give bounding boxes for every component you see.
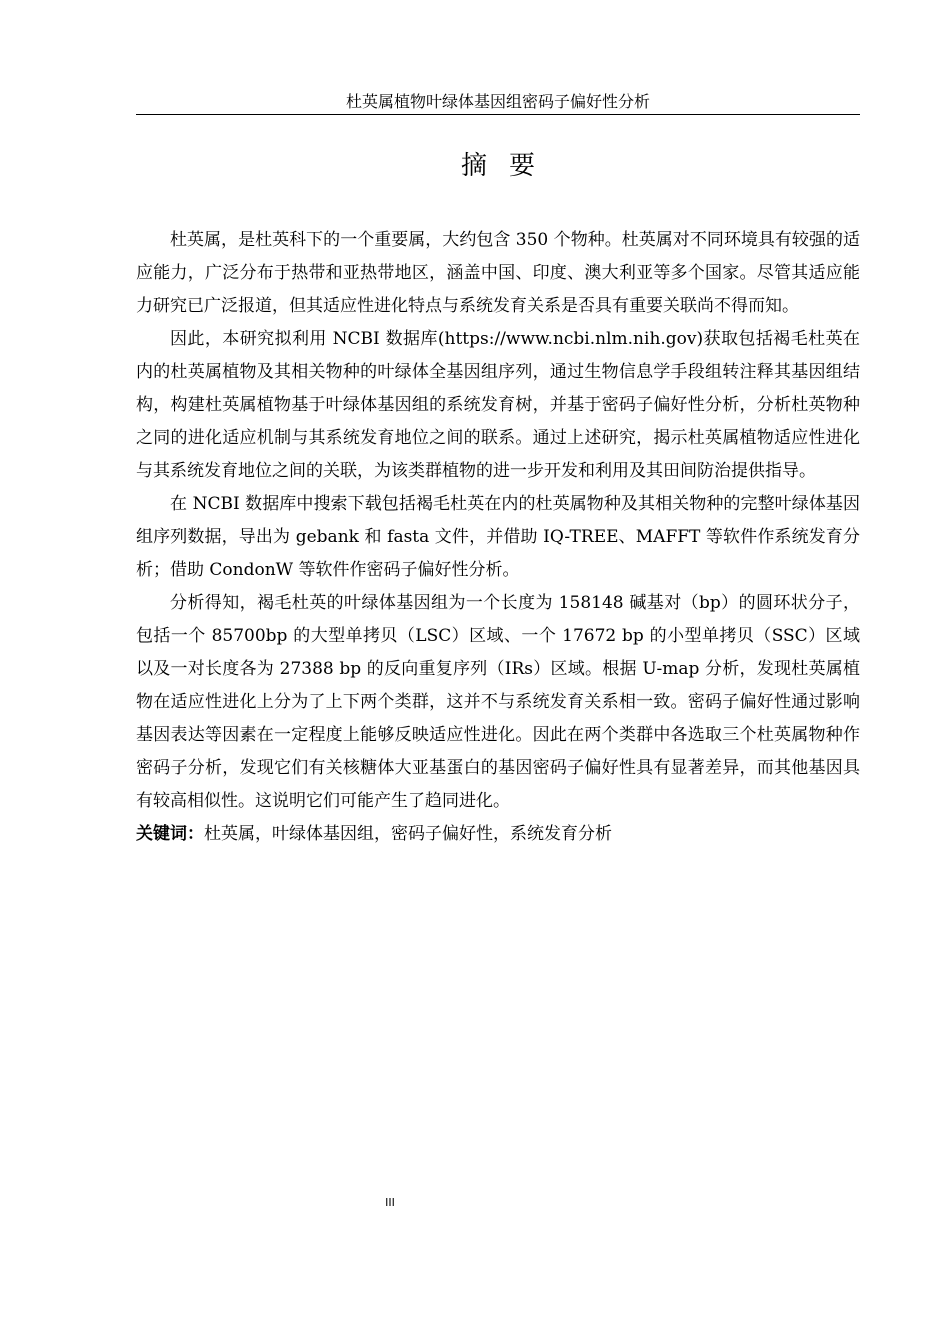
paragraph-aim: 因此，本研究拟利用 NCBI 数据库(https://www.ncbi.nlm.nih.gov)获取包括褐毛杜英在内的杜英属植物及其相关物种的叶绿体全基因组序列，通过生物信息学手段组转注释其基因组结构，构建杜英属植物基于叶绿体基因组的系统发育树，并基于密码子偏好性分析，分析杜英物种之同的进化适应机制与其系统发育地位之间的联系。通过上述研究，揭示杜英属植物适应性进化与其系统发育地位之间的关联，为该类群植物的进一步开发和利用及其田间防治提供指导。 (136, 329, 860, 481)
running-header: 杜英属植物叶绿体基因组密码子偏好性分析 (345, 92, 650, 111)
page-title: 摘要 (460, 151, 557, 181)
abstract-body (136, 224, 860, 851)
keywords-line (136, 818, 860, 851)
page-number: III (385, 1196, 395, 1209)
header-rule (136, 114, 860, 115)
paragraph-results: 分析得知，褐毛杜英的叶绿体基因组为一个长度为 158148 碱基对（bp）的圆环状分子，包括一个 85700bp 的大型单拷贝（LSC）区域、一个 17672 bp 的小型单拷贝（SSC）区域以及一对长度各为 27388 bp 的反向重复序列（IRs）区域。根据 U-map 分析，发现杜英属植物在适应性进化上分为了上下两个类群，这并不与系统发育关系相一致。密码子偏好性通过影响基因表达等因素在一定程度上能够反映适应性进化。因此在两个类群中各选取三个杜英属物种作密码子分析，发现它们有关核糖体大亚基蛋白的基因密码子偏好性具有显著差异，而其他基因具有较高相似性。这说明它们可能产生了趋同进化。 (136, 593, 860, 811)
paragraph-methods: 在 NCBI 数据库中搜索下载包括褐毛杜英在内的杜英属物种及其相关物种的完整叶绿体基因组序列数据，导出为 gebank 和 fasta 文件，并借助 IQ-TREE、MAFFT 等软件作系统发育分析；借助 CondonW 等软件作密码子偏好性分析。 (136, 494, 860, 580)
paragraph-intro: 杜英属，是杜英科下的一个重要属，大约包含 350 个物种。杜英属对不同环境具有较强的适应能力，广泛分布于热带和亚热带地区，涵盖中国、印度、澳大利亚等多个国家。尽管其适应能力研究已广泛报道，但其适应性进化特点与系统发育关系是否具有重要关联尚不得而知。 (136, 230, 860, 316)
keywords-text: 杜英属，叶绿体基因组，密码子偏好性，系统发育分析 (204, 824, 612, 844)
keywords-label: 关键词： (136, 824, 204, 844)
